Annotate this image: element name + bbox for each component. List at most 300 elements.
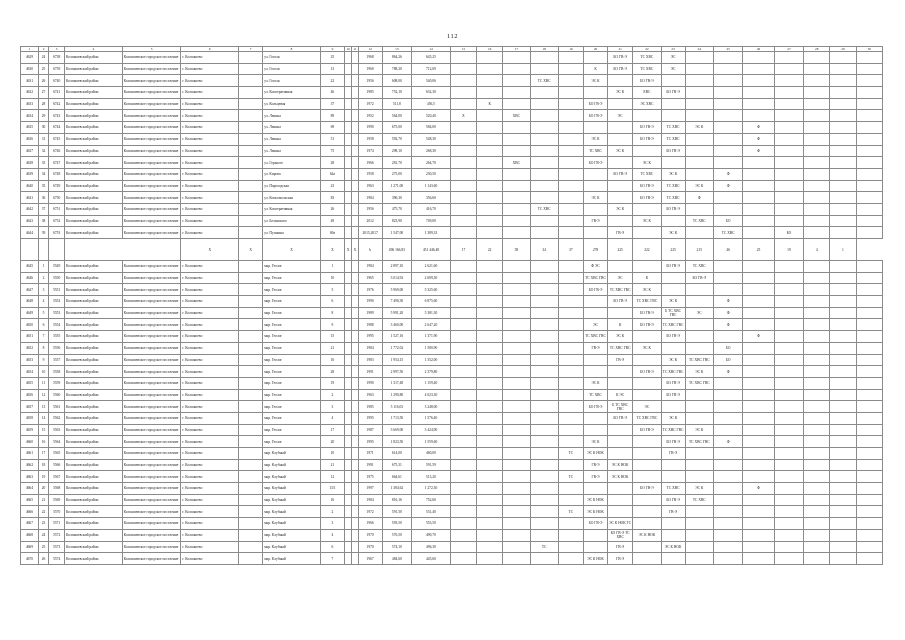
table-row	[21, 541, 883, 553]
table-cell: 576,50	[382, 529, 411, 541]
table-cell: 614,00	[382, 448, 411, 460]
table-cell: 4652	[21, 342, 39, 354]
table-cell	[530, 215, 558, 227]
table-row	[21, 261, 883, 273]
table-cell: г. Колпашево	[181, 412, 239, 424]
table-cell: 26	[38, 75, 48, 87]
table-cell: мкр. Геолог	[263, 401, 321, 413]
table-cell: 1989	[358, 307, 382, 319]
table-row	[21, 483, 883, 495]
table-cell	[583, 354, 607, 366]
table-cell: Колпашевское городское поселение	[122, 366, 181, 378]
table-cell	[856, 87, 882, 99]
summary-value: 278	[583, 239, 607, 261]
table-cell: 5561	[49, 401, 65, 413]
table-cell	[477, 180, 503, 192]
table-cell: ЭС К НОК	[608, 459, 633, 471]
table-cell	[530, 98, 558, 110]
table-cell: 5571	[49, 518, 65, 530]
table-cell: ул. Кооперативная	[263, 203, 321, 215]
table-cell: ТС ХВС	[661, 483, 685, 495]
summary-value: 215	[685, 239, 713, 261]
table-cell: 2 997,50	[382, 366, 411, 378]
table-cell: ТС ХВС	[661, 133, 685, 145]
summary-value: 46	[713, 239, 742, 261]
table-cell: г. Колпашево	[181, 87, 239, 99]
table-cell: 490,70	[412, 529, 451, 541]
table-cell: 540,06	[412, 75, 451, 87]
table-cell	[713, 98, 742, 110]
table-cell	[503, 518, 530, 530]
table-cell	[530, 424, 558, 436]
table-cell: 4667	[21, 518, 39, 530]
table-row	[21, 87, 883, 99]
table-cell	[450, 261, 476, 273]
table-cell	[477, 459, 503, 471]
table-cell: 1985	[358, 87, 382, 99]
table-cell	[450, 401, 476, 413]
table-cell: Колпашевское городское поселение	[122, 215, 181, 227]
table-cell	[558, 342, 583, 354]
summary-value: 222	[633, 239, 661, 261]
table-cell	[477, 122, 503, 134]
table-cell: БО ГВ-Э	[583, 157, 607, 169]
summary-value: X	[320, 239, 344, 261]
column-number: 25	[713, 47, 742, 52]
table-cell: Колпашевский район	[65, 448, 123, 460]
table-cell	[477, 168, 503, 180]
table-cell	[830, 401, 856, 413]
table-cell	[713, 192, 742, 204]
table-cell: 4650	[21, 319, 39, 331]
table-cell: 6748	[49, 168, 65, 180]
column-number: 5	[122, 47, 181, 52]
table-cell	[530, 494, 558, 506]
table-cell	[239, 377, 263, 389]
table-cell: Колпашевское городское поселение	[122, 296, 181, 308]
table-cell	[558, 110, 583, 122]
table-cell: 36	[38, 192, 48, 204]
table-cell: 1952	[358, 110, 382, 122]
table-cell: 2012	[358, 215, 382, 227]
table-cell: ТС ХВС ГВС	[685, 436, 713, 448]
table-cell	[830, 63, 856, 75]
table-cell	[685, 296, 713, 308]
table-cell	[608, 494, 633, 506]
table-cell: ЭС К	[661, 168, 685, 180]
table-cell	[608, 424, 633, 436]
table-cell	[685, 506, 713, 518]
table-cell	[530, 261, 558, 273]
table-cell	[450, 459, 476, 471]
table-cell: 5554	[49, 319, 65, 331]
table-cell: 1966	[358, 518, 382, 530]
table-cell: 3 424,90	[412, 424, 451, 436]
table-cell: Ф ЭС	[583, 261, 607, 273]
table-cell: г. Колпашево	[181, 377, 239, 389]
table-cell: г. Колпашево	[181, 541, 239, 553]
table-cell	[608, 180, 633, 192]
table-cell	[38, 239, 48, 261]
table-row	[21, 331, 883, 343]
table-cell	[344, 377, 351, 389]
table-cell	[774, 319, 803, 331]
table-cell	[685, 553, 713, 565]
table-cell	[239, 122, 263, 134]
table-cell	[344, 541, 351, 553]
table-row	[21, 459, 883, 471]
table-cell	[774, 483, 803, 495]
table-cell: 5559	[49, 377, 65, 389]
table-cell: 752,60	[412, 494, 451, 506]
table-cell	[830, 412, 856, 424]
table-cell: 25	[38, 541, 48, 553]
table-cell: ЭС К	[608, 331, 633, 343]
table-cell: Колпашевское городское поселение	[122, 342, 181, 354]
table-cell: г. Колпашево	[181, 483, 239, 495]
table-cell: 38	[38, 215, 48, 227]
table-cell	[583, 122, 607, 134]
table-cell: 37	[38, 203, 48, 215]
table-cell: г. Колпашево	[181, 494, 239, 506]
table-cell	[804, 215, 830, 227]
table-cell: 675,00	[382, 122, 411, 134]
table-cell	[713, 52, 742, 64]
column-number: 18	[530, 47, 558, 52]
table-cell: г. Колпашево	[181, 319, 239, 331]
table-cell: 5 969,00	[382, 284, 411, 296]
table-cell	[583, 203, 607, 215]
table-cell: г. Колпашево	[181, 168, 239, 180]
table-cell: г. Колпашево	[181, 227, 239, 239]
table-cell: 1990	[358, 296, 382, 308]
table-cell	[583, 366, 607, 378]
table-cell	[685, 227, 713, 239]
table-cell: 4655	[21, 377, 39, 389]
table-cell	[583, 541, 607, 553]
table-cell: 5563	[49, 424, 65, 436]
table-cell: 7	[320, 553, 344, 565]
table-cell: 13	[320, 63, 344, 75]
summary-value: 4	[804, 239, 830, 261]
table-cell: ул. Ленина	[263, 133, 321, 145]
table-cell: 511,8	[382, 98, 411, 110]
table-cell: 4658	[21, 412, 39, 424]
table-cell: 520,40	[412, 110, 451, 122]
table-cell	[856, 168, 882, 180]
table-cell: г. Колпашево	[181, 192, 239, 204]
table-cell: ТС ХВС	[633, 52, 661, 64]
table-cell	[608, 307, 633, 319]
table-cell: 83	[320, 192, 344, 204]
table-cell	[856, 412, 882, 424]
table-cell	[530, 459, 558, 471]
table-cell: 281,70	[382, 157, 411, 169]
table-cell: БО ГВ-Э ТС ХВС	[608, 529, 633, 541]
table-cell	[530, 272, 558, 284]
table-cell: 1965	[358, 272, 382, 284]
table-cell: БО ГВ-Э	[608, 296, 633, 308]
table-cell: ГВ-Э	[608, 354, 633, 366]
table-cell	[530, 529, 558, 541]
table-cell	[608, 157, 633, 169]
table-cell: 28	[320, 157, 344, 169]
table-cell	[450, 98, 476, 110]
table-cell	[344, 366, 351, 378]
table-cell	[633, 541, 661, 553]
table-cell	[503, 506, 530, 518]
table-cell: 4635	[21, 122, 39, 134]
table-cell	[558, 157, 583, 169]
table-cell	[713, 331, 742, 343]
table-cell	[477, 261, 503, 273]
table-cell	[477, 331, 503, 343]
table-cell	[477, 296, 503, 308]
table-cell	[804, 506, 830, 518]
table-row	[21, 366, 883, 378]
table-cell: ЭС К	[685, 483, 713, 495]
table-row	[21, 63, 883, 75]
table-cell	[830, 261, 856, 273]
table-cell	[503, 215, 530, 227]
table-cell: мкр. Геолог	[263, 296, 321, 308]
summary-row	[21, 239, 883, 261]
table-cell	[685, 87, 713, 99]
table-cell: ЭС К	[583, 377, 607, 389]
table-cell	[804, 75, 830, 87]
table-cell	[774, 529, 803, 541]
table-cell	[856, 448, 882, 460]
table-cell	[558, 168, 583, 180]
table-cell: 1984	[358, 494, 382, 506]
table-cell	[830, 168, 856, 180]
table-cell: ЭС	[685, 307, 713, 319]
table-cell: 6746	[49, 145, 65, 157]
table-cell: Колпашевский район	[65, 342, 123, 354]
table-cell	[530, 412, 558, 424]
table-cell: Ф	[743, 122, 774, 134]
table-cell	[558, 389, 583, 401]
table-cell: 5553	[49, 307, 65, 319]
table-cell: ул. Ленина	[263, 145, 321, 157]
table-cell: 4663	[21, 471, 39, 483]
table-cell	[743, 366, 774, 378]
table-cell: 2 609,30	[412, 272, 451, 284]
table-cell	[856, 180, 882, 192]
table-cell: ЭС К	[661, 296, 685, 308]
table-cell	[239, 145, 263, 157]
table-cell: ГВ-Э	[583, 471, 607, 483]
table-cell: ТС ХВС ГВС	[583, 272, 607, 284]
table-cell	[830, 471, 856, 483]
table-cell	[530, 227, 558, 239]
column-number: 3	[49, 47, 65, 52]
table-cell: 1984	[358, 261, 382, 273]
table-cell: Колпашевское городское поселение	[122, 424, 181, 436]
table-cell	[830, 215, 856, 227]
table-cell: Колпашевское городское поселение	[122, 145, 181, 157]
table-cell	[477, 75, 503, 87]
table-cell	[685, 168, 713, 180]
table-cell	[239, 471, 263, 483]
table-cell: БО	[713, 215, 742, 227]
table-cell: 4642	[21, 203, 39, 215]
table-cell: Колпашевское городское поселение	[122, 52, 181, 64]
table-cell	[713, 494, 742, 506]
table-cell	[450, 436, 476, 448]
table-cell	[774, 75, 803, 87]
table-cell	[713, 553, 742, 565]
table-cell: мкр. Геолог	[263, 319, 321, 331]
table-cell	[558, 518, 583, 530]
table-cell: 13/1	[320, 483, 344, 495]
table-cell	[239, 157, 263, 169]
table-cell: Колпашевское городское поселение	[122, 494, 181, 506]
table-cell: 31	[38, 133, 48, 145]
table-cell: Колпашевский район	[65, 215, 123, 227]
table-cell: 1958	[358, 133, 382, 145]
table-cell	[558, 261, 583, 273]
table-cell: 30	[38, 122, 48, 134]
table-cell: 4670	[21, 553, 39, 565]
table-cell	[450, 157, 476, 169]
table-cell	[558, 307, 583, 319]
table-cell: 513,20	[412, 471, 451, 483]
table-cell: 6	[320, 541, 344, 553]
table-cell	[661, 215, 685, 227]
table-cell	[661, 342, 685, 354]
table-cell: г. Колпашево	[181, 307, 239, 319]
table-cell: Б ТС ХВС ГВС	[608, 401, 633, 413]
table-cell: 1995	[358, 331, 382, 343]
table-cell: 712,69	[412, 63, 451, 75]
table-cell: 4651	[21, 331, 39, 343]
table-cell	[608, 133, 633, 145]
table-cell	[830, 448, 856, 460]
table-cell: 1997	[358, 483, 382, 495]
table-cell: ЭС К	[608, 145, 633, 157]
table-cell	[450, 133, 476, 145]
table-cell	[633, 506, 661, 518]
table-cell: Колпашевское городское поселение	[122, 483, 181, 495]
table-cell: 6	[320, 296, 344, 308]
table-cell	[503, 180, 530, 192]
table-cell: ТС ХВС	[661, 192, 685, 204]
table-cell	[774, 342, 803, 354]
table-cell: г. Колпашево	[181, 529, 239, 541]
table-cell: 1 371,90	[412, 331, 451, 343]
table-cell	[774, 424, 803, 436]
column-number: 13	[382, 47, 411, 52]
table-cell: 5557	[49, 354, 65, 366]
table-cell: 1 552,00	[412, 354, 451, 366]
table-cell	[743, 377, 774, 389]
table-cell: БО ГВ-Э	[661, 145, 685, 157]
table-cell: 4	[320, 412, 344, 424]
table-cell	[804, 342, 830, 354]
table-cell: БО ГВ-Э	[661, 87, 685, 99]
table-cell	[477, 203, 503, 215]
table-cell: Колпашевский район	[65, 63, 123, 75]
table-cell	[774, 366, 803, 378]
table-row	[21, 424, 883, 436]
table-cell	[239, 227, 263, 239]
table-cell	[774, 180, 803, 192]
table-cell	[477, 192, 503, 204]
table-cell: г. Колпашево	[181, 448, 239, 460]
table-cell: 21	[320, 459, 344, 471]
table-cell: 1 389,33	[412, 227, 451, 239]
table-cell	[661, 157, 685, 169]
table-cell	[856, 331, 882, 343]
table-row	[21, 436, 883, 448]
table-cell: 6741	[49, 87, 65, 99]
table-cell	[713, 529, 742, 541]
table-cell	[530, 122, 558, 134]
table-cell: 89	[320, 110, 344, 122]
table-cell	[713, 506, 742, 518]
table-row	[21, 354, 883, 366]
table-cell	[804, 319, 830, 331]
table-row	[21, 471, 883, 483]
table-cell	[685, 75, 713, 87]
table-row	[21, 553, 883, 565]
table-cell: 10	[320, 272, 344, 284]
table-cell: 1 547,00	[382, 227, 411, 239]
table-row	[21, 518, 883, 530]
table-cell	[239, 529, 263, 541]
table-row	[21, 284, 883, 296]
table-cell	[830, 377, 856, 389]
table-cell	[685, 52, 713, 64]
summary-label	[65, 239, 181, 261]
table-cell: 664,61	[382, 471, 411, 483]
table-cell	[633, 261, 661, 273]
table-cell: 608,00	[382, 75, 411, 87]
table-cell	[558, 377, 583, 389]
table-cell: Колпашевский район	[65, 52, 123, 64]
table-cell: 6	[38, 319, 48, 331]
table-cell	[685, 401, 713, 413]
table-cell	[743, 506, 774, 518]
table-cell	[530, 192, 558, 204]
table-cell: Колпашевский район	[65, 319, 123, 331]
table-cell	[239, 459, 263, 471]
table-cell	[661, 75, 685, 87]
column-number: 1	[21, 47, 39, 52]
table-cell: 3	[320, 518, 344, 530]
table-cell: 3 460,00	[382, 319, 411, 331]
table-cell	[774, 354, 803, 366]
table-cell: мкр. Клубный	[263, 483, 321, 495]
table-cell: 2	[38, 272, 48, 284]
table-cell: 4646	[21, 272, 39, 284]
table-cell	[530, 377, 558, 389]
table-cell: Колпашевское городское поселение	[122, 168, 181, 180]
table-cell	[503, 168, 530, 180]
table-cell	[743, 192, 774, 204]
table-cell: 3	[38, 284, 48, 296]
table-cell	[774, 52, 803, 64]
table-cell: 4643	[21, 215, 39, 227]
summary-value: 58	[503, 239, 530, 261]
table-cell	[804, 471, 830, 483]
table-cell: ЭС К	[583, 133, 607, 145]
table-cell: 5551	[49, 284, 65, 296]
table-cell	[804, 133, 830, 145]
table-cell	[856, 483, 882, 495]
table-cell	[830, 436, 856, 448]
